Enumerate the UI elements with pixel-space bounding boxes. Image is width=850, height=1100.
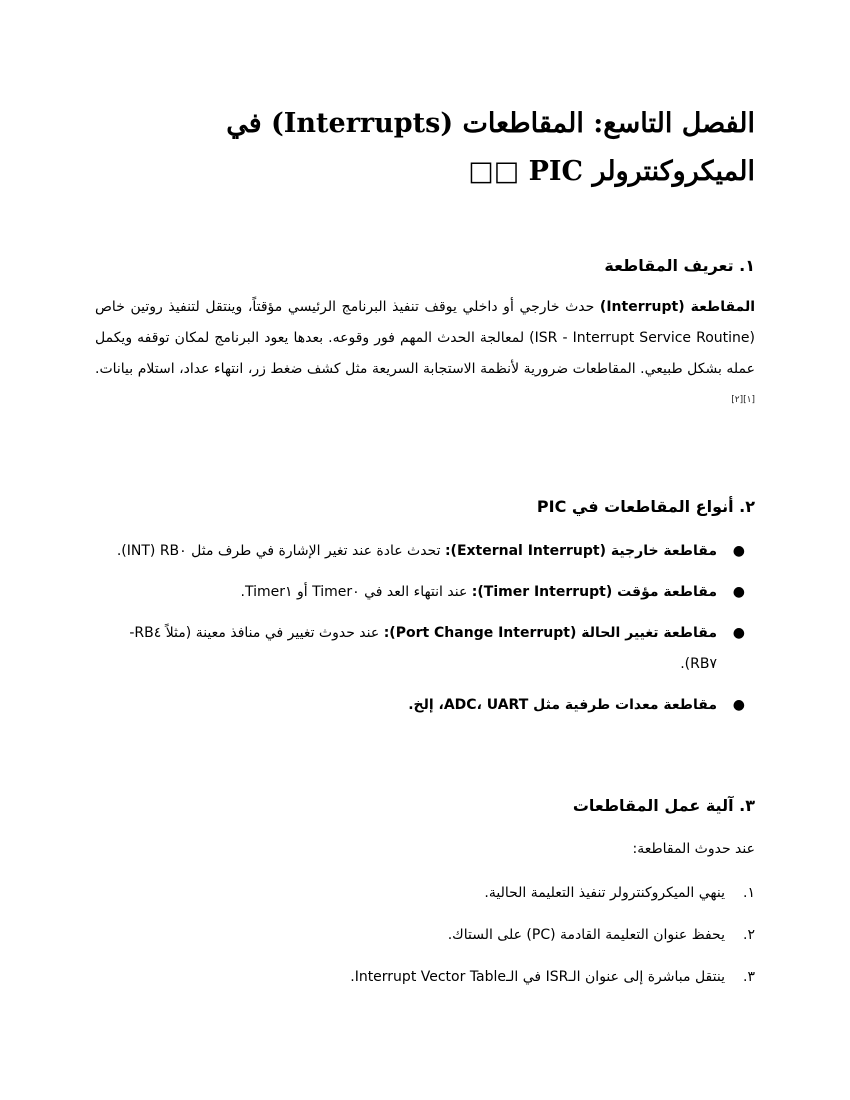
step-text: ينهي الميكروكنترولر تنفيذ التعليمة الحالية. xyxy=(484,885,725,901)
item-term: مقاطعة مؤقت (Timer Interrupt): xyxy=(471,584,717,600)
section-heading-mechanism: ٣. آلية عمل المقاطعات xyxy=(572,796,755,815)
interrupt-types-list xyxy=(95,536,755,731)
step-text: يحفظ عنوان التعليمة القادمة (PC) على الستاك. xyxy=(447,927,725,943)
list-item xyxy=(95,577,755,608)
paragraph-body: حدث خارجي أو داخلي يوقف تنفيذ البرنامج الرئيسي مؤقتاً، وينتقل لتنفيذ روتين خاص (ISR - Interrupt Service Routine) لمعالجة الحدث المهم فور وقوعه. بعدها يعود البرنامج لمكان توقفه ويكمل عمله بشكل طبيعي. المقاطعات ضرورية لأنظمة الاستجابة السريعة مثل كشف ضغط زر، انتهاء عداد، استلام بيانات. xyxy=(95,299,756,377)
mechanism-steps-list xyxy=(95,878,755,1004)
step-number: ١. xyxy=(743,885,755,901)
list-item xyxy=(95,618,755,680)
item-term: مقاطعة معدات طرفية مثل ADC، UART، إلخ. xyxy=(408,697,717,713)
section-heading-types: ٢. أنواع المقاطعات في PIC xyxy=(536,497,755,516)
list-item xyxy=(95,878,755,909)
item-text: تحدث عادة عند تغير الإشارة في طرف مثل RB٠ (INT). xyxy=(116,543,445,559)
list-item xyxy=(95,690,755,721)
bullet-icon: ● xyxy=(732,584,745,600)
list-item xyxy=(95,920,755,951)
item-term: مقاطعة خارجية (External Interrupt): xyxy=(444,543,717,559)
step-number: ٢. xyxy=(743,927,755,943)
item-text: عند حدوث تغيير في منافذ معينة (مثلاً RB٤-RB٧). xyxy=(129,625,717,672)
section-heading-definition: ١. تعريف المقاطعة xyxy=(604,256,755,275)
bullet-icon: ● xyxy=(732,697,745,713)
item-term: مقاطعة تغيير الحالة (Port Change Interrupt): xyxy=(383,625,717,641)
citation-refs[interactable]: [١][٢] xyxy=(731,395,755,405)
item-text: عند انتهاء العد في Timer٠ أو Timer١. xyxy=(240,584,472,600)
bullet-icon: ● xyxy=(732,625,745,641)
list-item xyxy=(95,536,755,567)
definition-paragraph xyxy=(95,292,755,420)
page-title: الفصل التاسع: المقاطعات (Interrupts) في الميكروكنترولر PIC □□ xyxy=(226,108,755,187)
paragraph-lead-term: المقاطعة (Interrupt) xyxy=(599,299,755,315)
mechanism-intro: عند حدوث المقاطعة: xyxy=(632,841,755,857)
step-number: ٣. xyxy=(743,969,755,985)
step-text: ينتقل مباشرة إلى عنوان الـISR في الـInterrupt Vector Table. xyxy=(350,969,725,985)
list-item xyxy=(95,962,755,993)
bullet-icon: ● xyxy=(732,543,745,559)
